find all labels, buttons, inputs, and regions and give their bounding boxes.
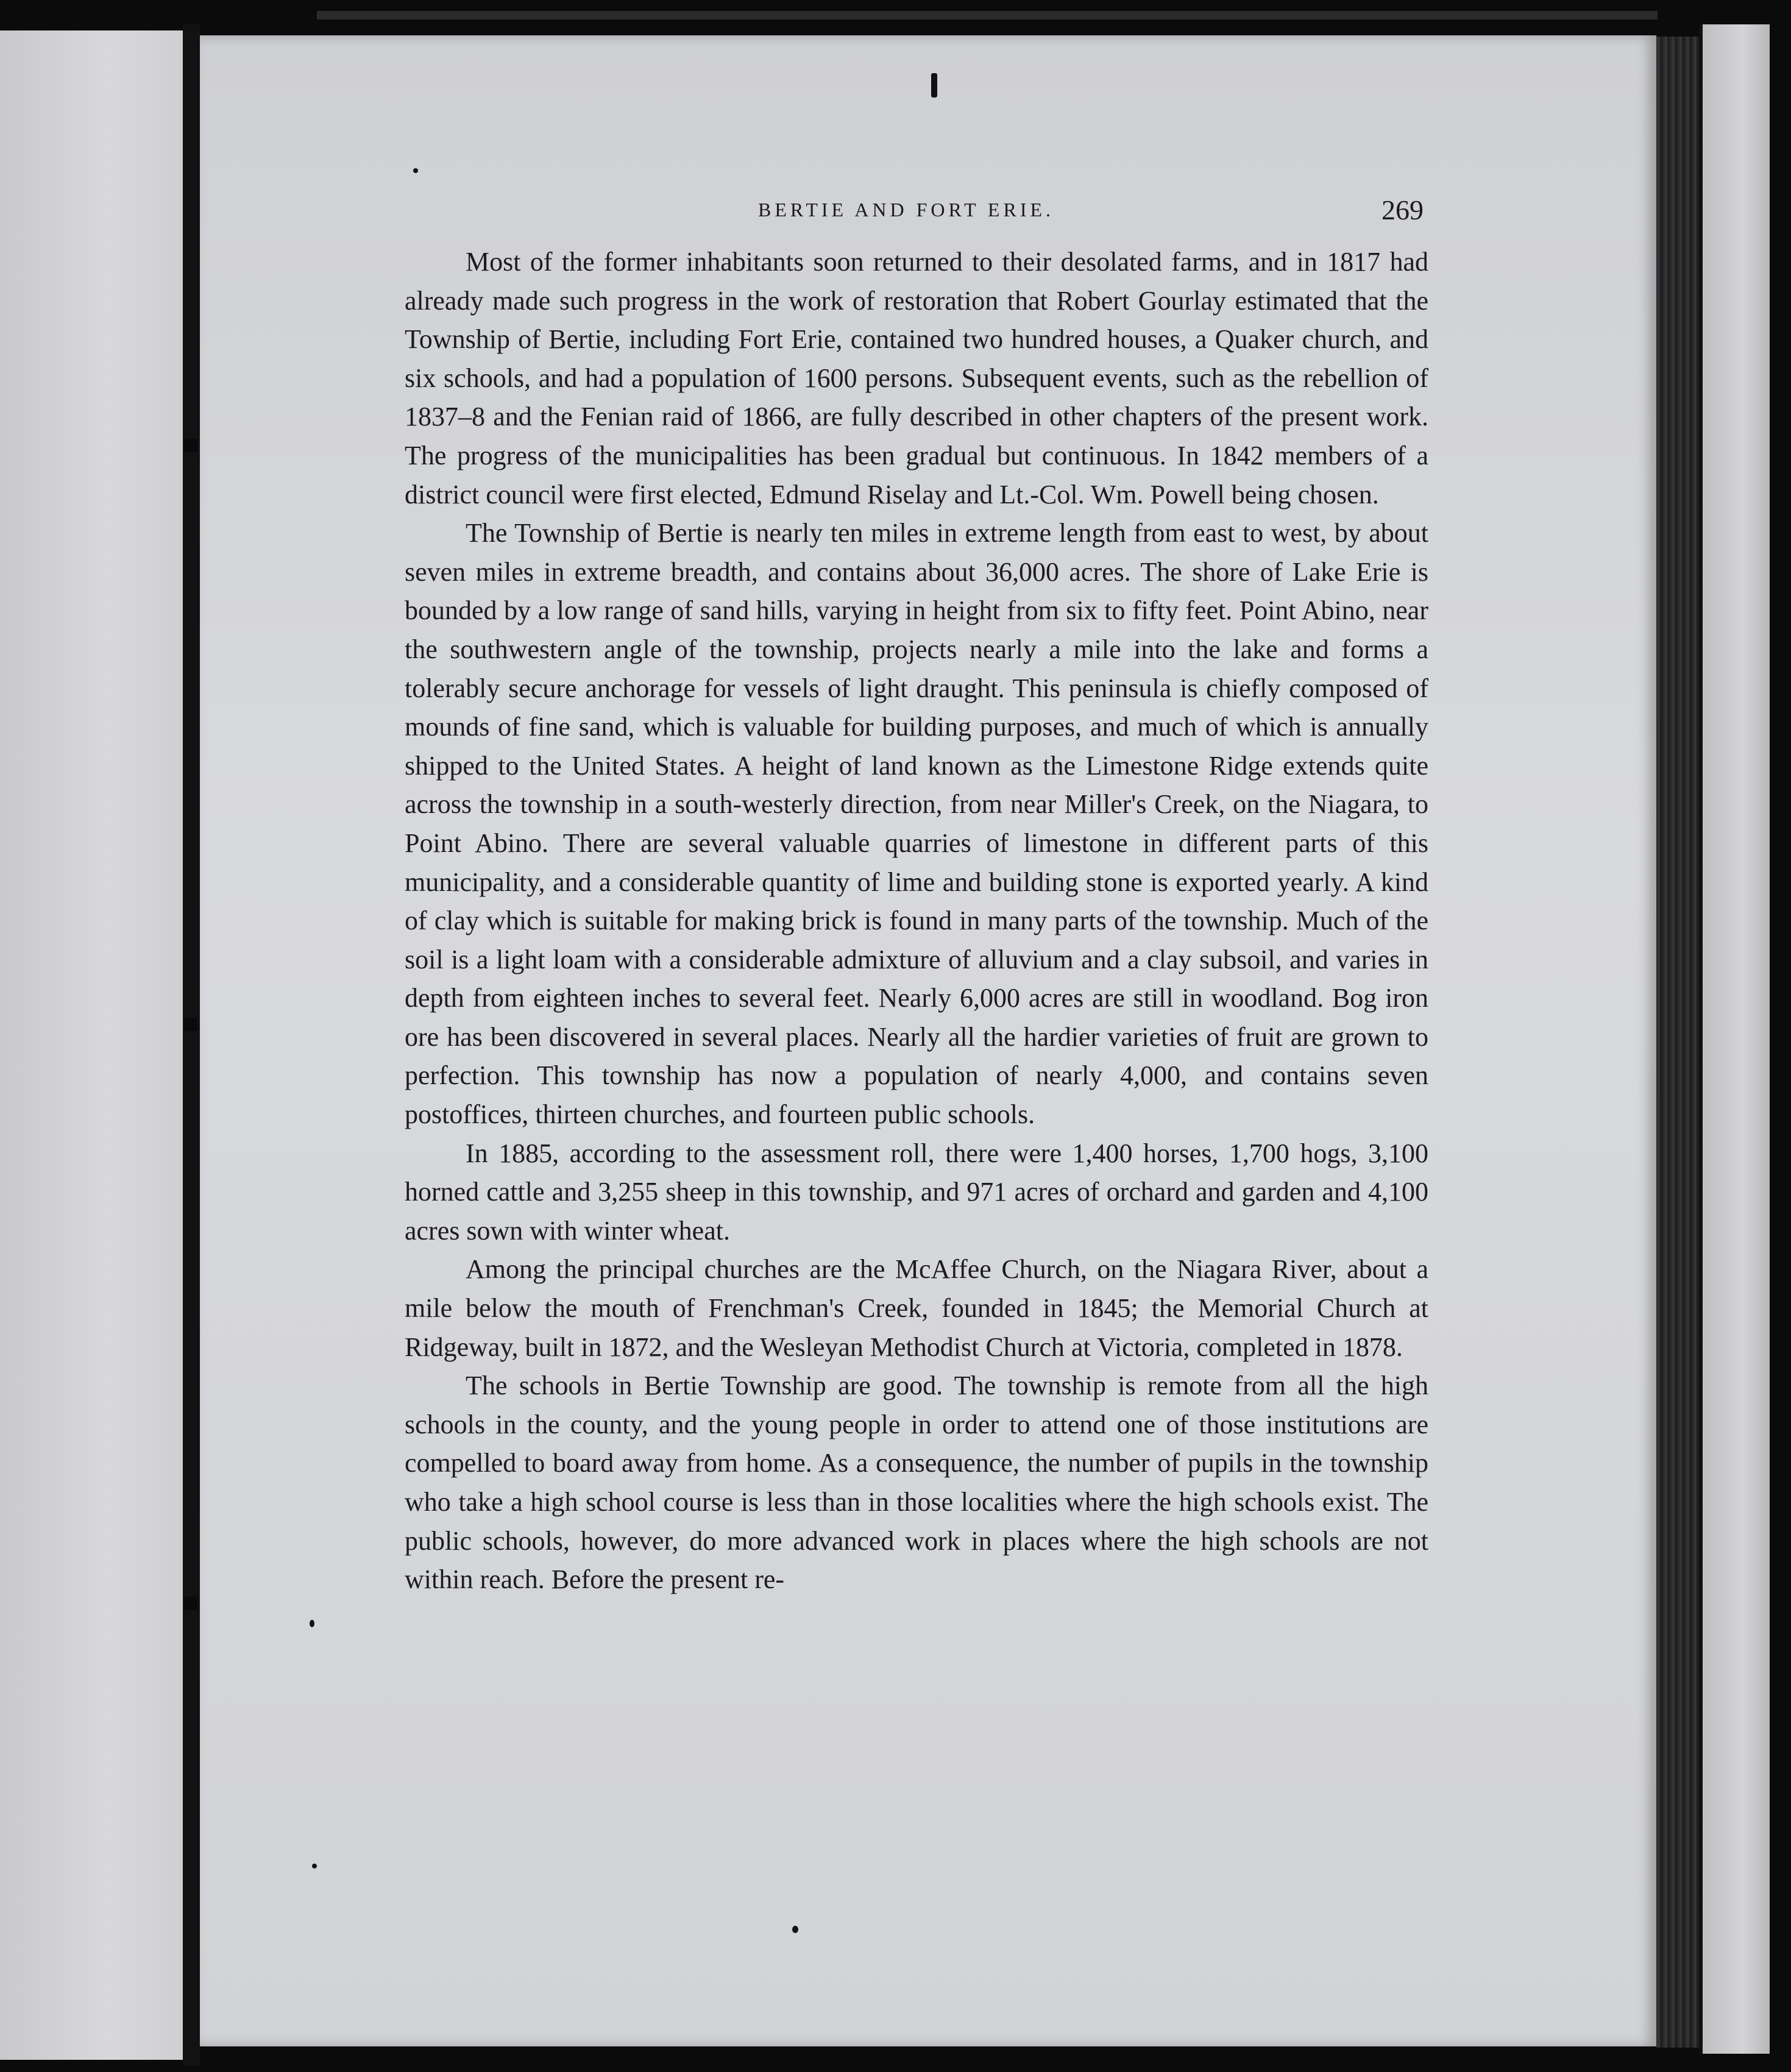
scan-speck <box>310 1620 314 1627</box>
page-header <box>405 194 1428 243</box>
scan-speck <box>312 1864 317 1868</box>
body-text <box>405 243 1428 1599</box>
paragraph: The Township of Bertie is nearly ten miles in extreme length from east to west, by about seven miles in extreme breadth, and contains about 36,000 acres. The shore of Lake Erie is bounded by a low range of sand hills, varying in height from six to fifty feet. Point Abino, near the southwestern angle of the township, projects nearly a mile into the lake and forms a tolerably secure anchorage for vessels of light draught. This peninsula is chiefly composed of mounds of fine sand, which is valuable for building purposes, and much of which is annually shipped to the United States. A height of land known as the Limestone Ridge extends quite across the township in a south-westerly direction, from near Miller's Creek, on the Niagara, to Point Abino. There are several valuable quarries of limestone in different parts of this municipality, and a considerable quantity of lime and building stone is exported yearly. A kind of clay which is suitable for making brick is found in many parts of the township. Much of the soil is a light loam with a considerable admixture of alluvium and a clay subsoil, and varies in depth from eighteen inches to several feet. Nearly 6,000 acres are still in woodland. Bog iron ore has been discovered in several places. Nearly all the hardier varieties of fruit are grown to perfection. This township has now a population of nearly 4,000, and contains seven postoffices, thirteen churches, and fourteen public schools. <box>405 518 1428 1130</box>
binding-mark <box>184 1597 197 1610</box>
left-page-margin <box>0 30 183 2060</box>
scan-top-edge <box>317 11 1658 20</box>
page-edges <box>1656 37 1699 2048</box>
scan-speck <box>792 1926 798 1933</box>
paragraph: Most of the former inhabitants soon returned to their desolated farms, and in 1817 had already made such progress in the work of restoration that Robert Gourlay estimated that the Township of Bertie, including Fort Erie, contained two hundred houses, a Quaker church, and six schools, and had a population of 1600 persons. Subsequent events, such as the rebellion of 1837–8 and the Fenian raid of 1866, are fully described in other chapters of the present work. The progress of the municipalities has been gradual but continuous. In 1842 members of a district council were first elected, Edmund Riselay and Lt.-Col. Wm. Powell being chosen. <box>405 247 1428 509</box>
binding-mark <box>184 439 197 452</box>
page-number: 269 <box>1381 194 1424 225</box>
book-gutter <box>183 24 200 2066</box>
scan-speck <box>931 73 937 98</box>
paragraph: Among the principal churches are the McAffee Church, on the Niagara River, about a mile below the mouth of Frenchman's Creek, founded in 1845; the Memorial Church at Ridgeway, built in 1872, and the Wesleyan Methodist Church at Victoria, completed in 1878. <box>405 1254 1428 1362</box>
book-cover-edge <box>1699 24 1770 2054</box>
scan-speck <box>413 168 418 173</box>
paragraph: In 1885, according to the assessment roll, there were 1,400 horses, 1,700 hogs, 3,100 horned cattle and 3,255 sheep in this township, and 971 acres of orchard and garden and 4,100 acres sown with winter wheat. <box>405 1138 1428 1246</box>
binding-mark <box>184 1018 197 1031</box>
paragraph: The schools in Bertie Township are good. The township is remote from all the high schools in the county, and the young people in order to attend one of those institutions are compelled to board away from home. As a consequence, the number of pupils in the township who take a high school course is less than in those localities where the high schools exist. The public schools, however, do more advanced work in places where the high schools are not within reach. Before the present re- <box>405 1371 1428 1595</box>
running-head: BERTIE AND FORT ERIE. <box>758 199 1055 221</box>
